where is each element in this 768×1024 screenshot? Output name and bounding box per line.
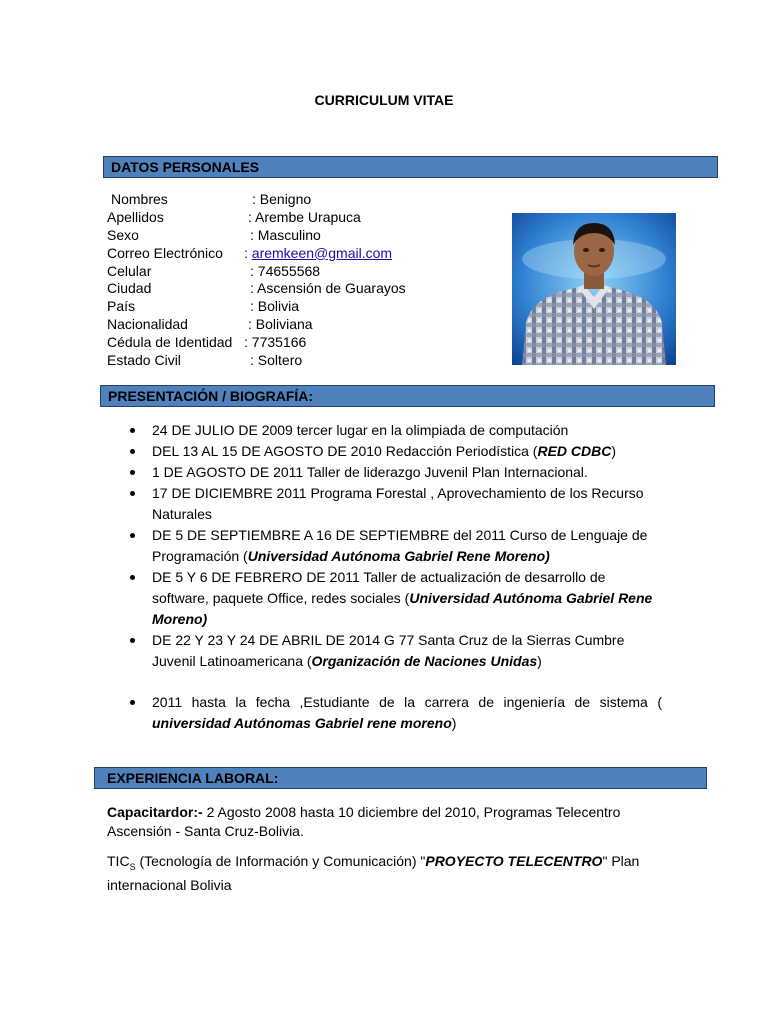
experience-section <box>107 803 667 895</box>
experience-tic-sub: S <box>129 861 136 872</box>
experience-entry <box>107 852 667 895</box>
list-item <box>130 567 662 630</box>
section-header-experience-label: EXPERIENCIA LABORAL: <box>107 770 279 786</box>
personal-label: Nombres <box>111 191 168 207</box>
experience-project: PROYECTO TELECENTRO <box>425 853 603 869</box>
list-item <box>130 483 662 525</box>
bullet-icon <box>130 428 135 433</box>
experience-description: 2 Agosto 2008 hasta 10 diciembre del 2010, Programas Telecentro Ascensión - Santa Cruz-Bolivia. <box>107 804 621 839</box>
experience-description: (Tecnología de Información y Comunicación) " <box>135 853 426 869</box>
section-header-personal <box>103 156 718 178</box>
profile-photo-illustration <box>512 213 676 365</box>
personal-value: : Boliviana <box>248 316 313 333</box>
list-item-emphasis: Organización de Naciones Unidas <box>311 653 538 669</box>
section-header-personal-label: DATOS PERSONALES <box>111 159 260 175</box>
section-header-bio <box>100 385 715 407</box>
personal-value: : Arembe Urapuca <box>248 208 361 225</box>
personal-label: País <box>107 298 136 315</box>
list-item-text: 2011 hasta la fecha ,Estudiante de la carrera de ingeniería de sistema ( <box>152 694 662 710</box>
list-item-text: DE 22 Y 23 Y 24 DE ABRIL DE 2014 G 77 Santa Cruz de la Sierras Cumbre Juvenil Latinoamericana ( <box>152 632 625 669</box>
list-item-text: DE 5 Y 6 DE FEBRERO DE 2011 Taller de actualización de desarrollo de software, paquete Office, redes sociales ( <box>152 569 606 606</box>
list-item-text-end: ) <box>537 653 542 669</box>
list-item-text: DEL 13 AL 15 DE AGOSTO DE 2010 Redacción Periodística ( <box>152 443 538 459</box>
list-item-emphasis: RED CDBC <box>537 443 612 459</box>
list-item-emphasis: Universidad Autónoma Gabriel Rene Moreno) <box>152 590 653 627</box>
personal-label: Cédula de Identidad <box>107 334 233 351</box>
list-item <box>130 462 662 483</box>
experience-tic: TIC <box>107 853 130 869</box>
bullet-icon <box>130 700 135 705</box>
personal-label: Nacionalidad <box>107 316 188 333</box>
bio-list <box>130 420 662 734</box>
experience-entry <box>107 803 667 840</box>
list-item-text: 17 DE DICIEMBRE 2011 Programa Forestal , Aprovechamiento de los Recurso Naturales <box>152 485 644 522</box>
bullet-icon <box>130 533 135 538</box>
personal-value: : Benigno <box>252 191 312 207</box>
personal-value: : 74655568 <box>250 262 321 279</box>
personal-value <box>244 245 392 263</box>
personal-label: Sexo <box>107 226 139 243</box>
email-prefix: : <box>244 244 252 261</box>
list-item <box>130 525 662 567</box>
experience-description-end: " Plan internacional Bolivia <box>107 853 640 894</box>
personal-label: Estado Civil <box>107 352 181 369</box>
bullet-icon <box>130 470 135 475</box>
personal-value: : Masculino <box>250 226 321 243</box>
personal-label: Correo Electrónico <box>107 244 223 261</box>
bullet-icon <box>130 449 135 454</box>
list-item-text: DE 5 DE SEPTIEMBRE A 16 DE SEPTIEMBRE del 2011 Curso de Lenguaje de Programación ( <box>152 527 648 564</box>
bullet-icon <box>130 491 135 496</box>
list-item <box>130 420 662 441</box>
list-item-emphasis: Universidad Autónoma Gabriel Rene Moreno) <box>247 548 550 564</box>
bullet-icon <box>130 575 135 580</box>
list-item-text: 24 DE JULIO DE 2009 tercer lugar en la olimpiada de computación <box>152 422 569 438</box>
list-item <box>130 630 662 672</box>
list-item-text-end: ) <box>611 443 617 459</box>
personal-label: Ciudad <box>107 280 152 297</box>
list-item <box>130 692 662 734</box>
section-header-bio-label: PRESENTACIÓN / BIOGRAFÍA: <box>108 388 314 404</box>
experience-role: Capacitardor:- <box>107 804 203 820</box>
list-item-text: 1 DE AGOSTO DE 2011 Taller de liderazgo Juvenil Plan Internacional. <box>152 464 588 480</box>
email-link[interactable]: aremkeen@gmail.com <box>251 244 393 261</box>
profile-photo <box>512 213 676 365</box>
personal-label: Celular <box>107 262 152 279</box>
list-item <box>130 441 662 462</box>
personal-label: Apellidos <box>107 208 164 225</box>
personal-value: : 7735166 <box>244 334 307 351</box>
list-spacer <box>130 672 662 692</box>
personal-value: : Soltero <box>250 352 303 369</box>
list-item-text-end: ) <box>451 715 457 731</box>
list-item-emphasis: universidad Autónomas Gabriel rene moreno <box>152 715 452 731</box>
personal-value: : Ascensión de Guarayos <box>250 280 406 297</box>
personal-value: : Bolivia <box>250 298 300 315</box>
bullet-icon <box>130 638 135 643</box>
page-title: CURRICULUM VITAE <box>314 92 454 108</box>
section-header-experience <box>94 767 707 789</box>
